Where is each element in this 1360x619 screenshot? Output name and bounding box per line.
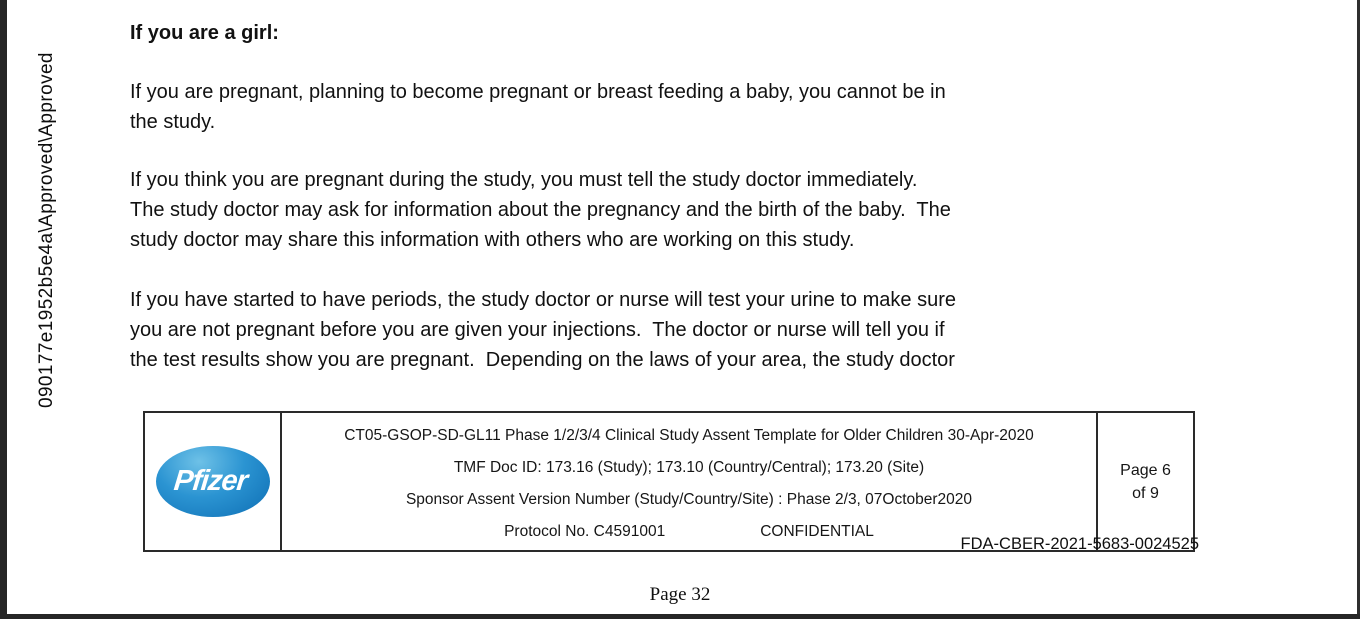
pfizer-logo-icon [156,446,270,517]
paragraph-line: The study doctor may ask for information about the pregnancy and the birth of the baby. The [130,199,951,221]
footer-logo-cell [145,413,282,550]
page-border-bottom [0,614,1360,619]
paragraph-line: the test results show you are pregnant. Depending on the laws of your area, the study doctor [130,349,955,371]
footer-info-cell [282,413,1096,550]
footer-page-cell [1096,413,1193,550]
confidential-label: CONFIDENTIAL [760,523,874,540]
footer-template-line: CT05-GSOP-SD-GL11 Phase 1/2/3/4 Clinical Study Assent Template for Older Children 30-Apr-2020 [344,427,1034,444]
section-heading: If you are a girl: [130,22,279,44]
paragraph-line: the study. [130,111,216,133]
footer-page-line1: Page 6 [1120,461,1171,479]
sidebar-watermark: 090177e1952b5e4a\Approved\Approved [36,52,57,408]
paragraph-line: study doctor may share this information with others who are working on this study. [130,229,855,251]
footer-version-line: Sponsor Assent Version Number (Study/Country/Site) : Phase 2/3, 07October2020 [405,491,973,508]
page-number: Page 32 [649,584,711,605]
paragraph-line: you are not pregnant before you are given your injections. The doctor or nurse will tell you if [130,319,945,341]
paragraph-line: If you think you are pregnant during the study, you must tell the study doctor immediately. [130,169,918,191]
paragraph [130,165,1250,255]
paragraph [130,77,1250,137]
pfizer-logo-text: Pfizer [172,465,249,497]
paragraph-line: If you have started to have periods, the study doctor or nurse will test your urine to make sure [130,289,956,311]
fda-reference: FDA-CBER-2021-5683-0024525 [960,535,1199,553]
paragraph [130,285,1250,375]
footer-table [143,411,1195,552]
paragraph-line: If you are pregnant, planning to become pregnant or breast feeding a baby, you cannot be in [130,81,946,103]
footer-page-line2: of 9 [1132,484,1159,502]
footer-tmf-line: TMF Doc ID: 173.16 (Study); 173.10 (Country/Central); 173.20 (Site) [453,459,925,476]
protocol-number: Protocol No. C4591001 [504,523,666,540]
page-border-left [0,0,7,619]
